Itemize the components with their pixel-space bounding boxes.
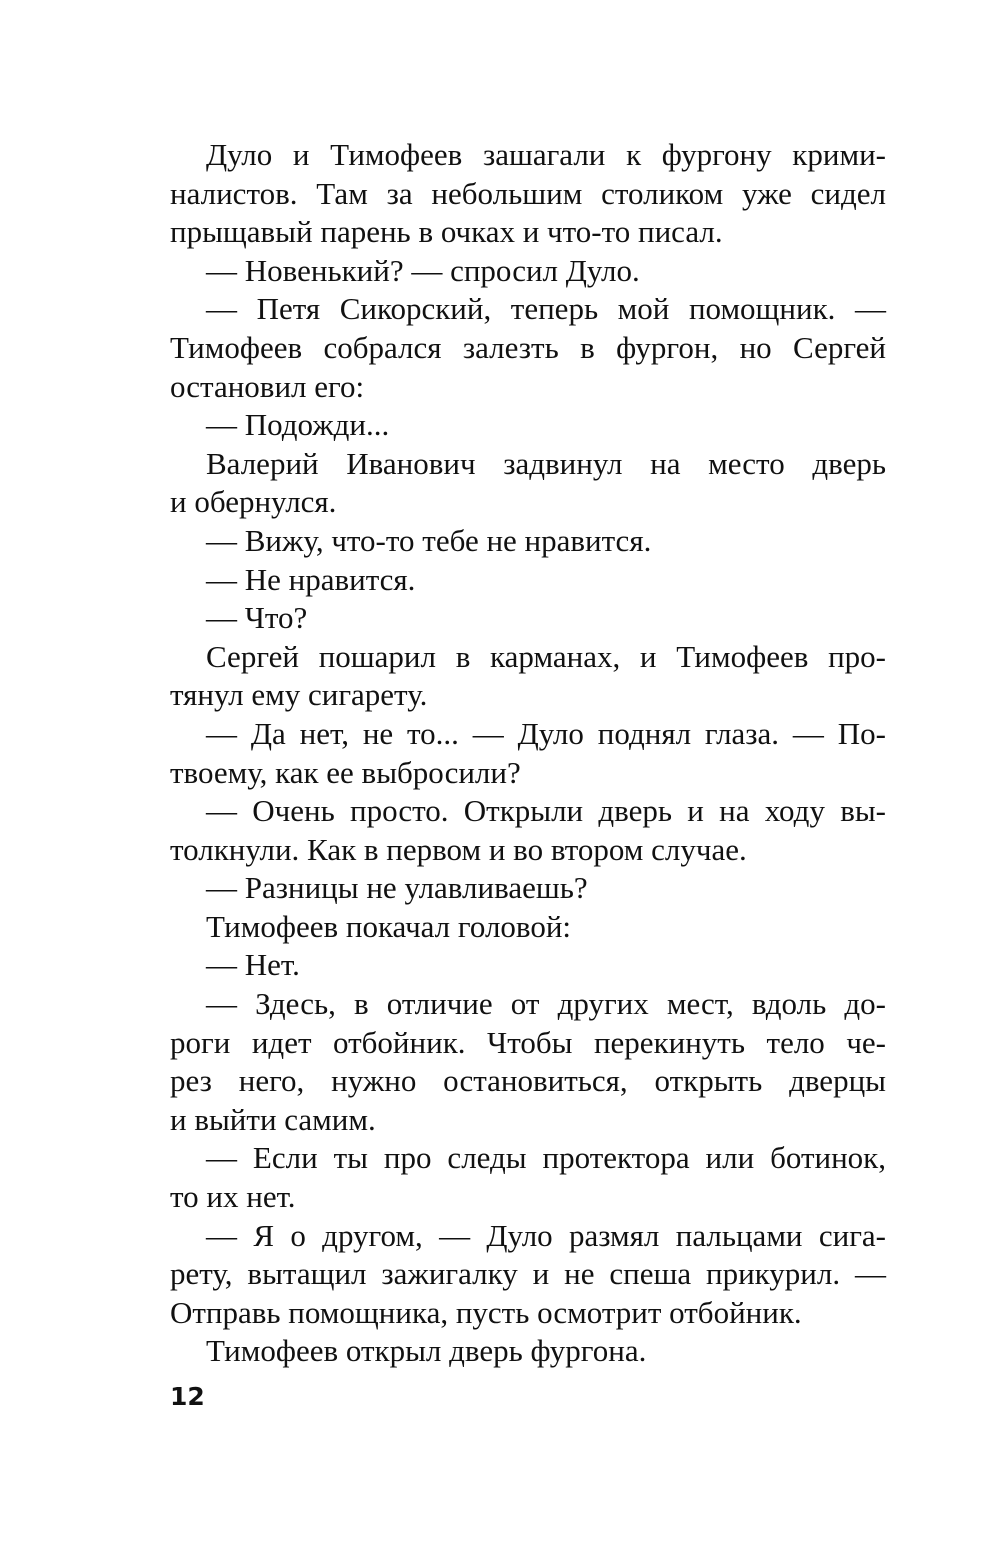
text-line: Дуло и Тимофеев зашагали к фургону крими- [206,137,886,172]
text-line: — Новенький? — спросил Дуло. [206,252,640,288]
text-line: Тимофеев открыл дверь фургона. [206,1333,647,1369]
text-line: прыщавый парень в очках и что-то писал. [170,214,723,250]
text-line: Валерий Иванович задвинул на место дверь [206,445,886,481]
text-line: — Очень просто. Открыли дверь и на ходу вы- [206,793,886,829]
text-line: твоему, как ее выбросили? [170,754,521,790]
text-line: роги идет отбойник. Чтобы перекинуть тело че- [170,1024,886,1060]
text-line: — Петя Сикорский, теперь мой помощник. — [206,291,886,327]
text-line: остановил его: [170,368,365,404]
text-line: — Нет. [206,947,300,983]
text-line: рету, вытащил зажигалку и не спеша прикурил. — [170,1256,886,1292]
text-line: — Здесь, в отличие от других мест, вдоль до- [206,986,886,1022]
text-line: — Если ты про следы протектора или ботинок, [206,1140,886,1176]
text-line: и выйти самим. [170,1101,376,1137]
text-line: рез него, нужно остановиться, открыть дверцы [170,1063,886,1099]
text-line: — Разницы не улавливаешь? [206,870,588,906]
text-line: Сергей пошарил в карманах, и Тимофеев про- [206,638,886,674]
text-line: — Не нравится. [206,561,416,597]
text-line: Тимофеев покачал головой: [206,908,572,944]
text-line: тянул ему сигарету. [170,677,428,713]
text-line: — Я о другом, — Дуло размял пальцами сига- [206,1217,886,1253]
text-line: то их нет. [170,1179,296,1215]
text-line: — Что? [206,600,308,636]
text-line: Отправь помощника, пусть осмотрит отбойник. [170,1294,802,1330]
text-line: налистов. Там за небольшим столиком уже сидел [170,175,886,211]
text-line: — Вижу, что-то тебе не нравится. [206,522,652,558]
text-line: — Да нет, не то... — Дуло поднял глаза. — По- [206,715,886,751]
page-number: 12 [170,1382,205,1411]
text-line: Тимофеев собрался залезть в фургон, но Сергей [170,329,886,365]
body-text [170,136,886,1371]
text-line: — Подожди... [206,407,390,443]
text-line: и обернулся. [170,484,337,520]
text-line: толкнули. Как в первом и во втором случае. [170,831,747,867]
